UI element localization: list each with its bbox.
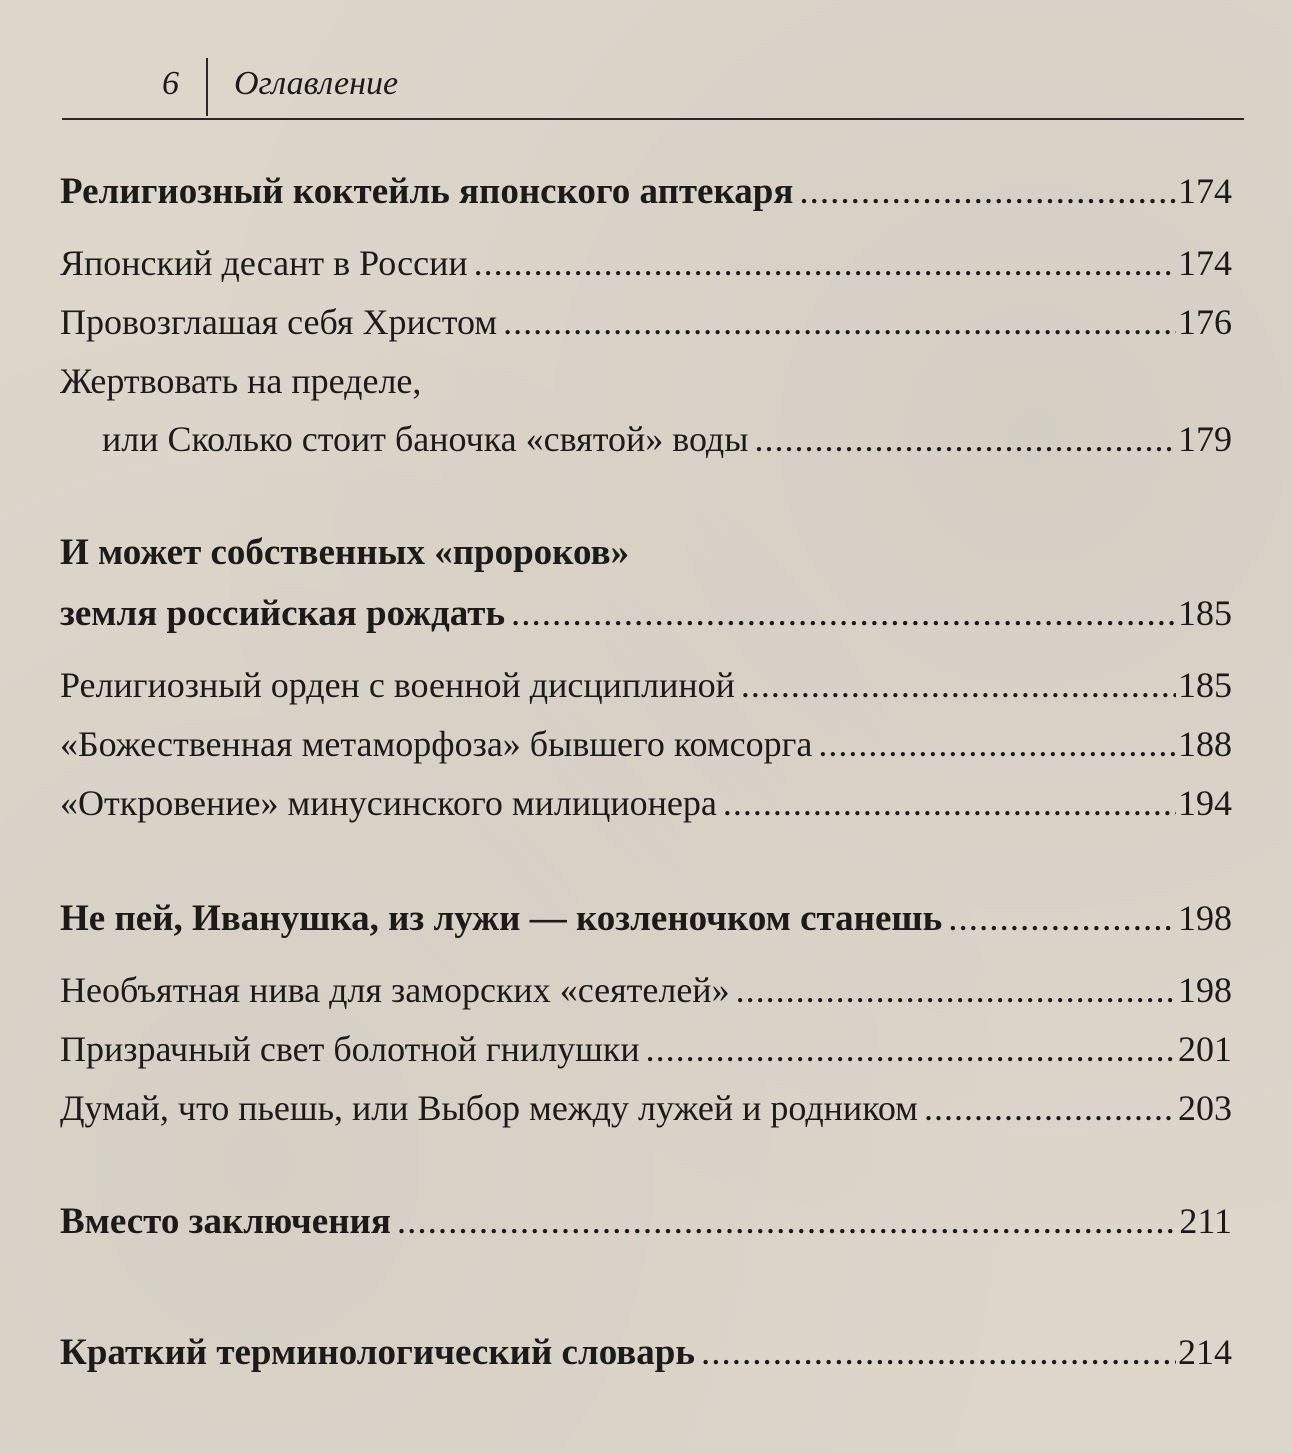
toc-chapter [60,530,1232,576]
toc-section [60,299,1232,345]
toc-entry-title: Провозглашая себя Христом [60,302,498,342]
dot-leader [736,967,1176,1013]
section-title: Оглавление [234,65,399,102]
toc-entry-title: Призрачный свет болотной гнилушки [60,1029,640,1069]
toc-section [60,1026,1232,1072]
toc-entry-page: 185 [1178,665,1232,705]
toc-entry-page: 188 [1178,724,1232,764]
toc-entry-page: 201 [1178,1029,1232,1069]
toc-entry-title: Жертвовать на пределе, [60,361,422,401]
toc-entry-title: Не пей, Иванушка, из лужи — козленочком станешь [60,898,943,939]
toc-chapter [60,168,1232,215]
toc-chapter [60,1198,1232,1245]
toc-chapter-continuation [60,590,1232,637]
toc-section-continuation [102,416,1232,462]
toc-entry-page: 203 [1178,1088,1232,1128]
dot-leader [818,721,1176,767]
toc-entry-page: 174 [1178,171,1232,211]
toc-entry-title: Думай, что пьешь, или Выбор между лужей и родником [60,1088,918,1128]
toc-entry-page: 211 [1179,1201,1232,1241]
toc-entry-title: или Сколько стоит баночка «святой» воды [102,419,749,459]
toc-entry-title: «Божественная метаморфоза» бывшего комсорга [60,724,813,764]
toc-chapter [60,895,1232,942]
toc-entry-title: Японский десант в России [60,243,468,283]
dot-leader [701,1330,1176,1376]
toc-entry-title: «Откровение» минусинского милиционера [60,783,717,823]
dot-leader [646,1026,1176,1072]
toc-entry-page: 214 [1178,1332,1232,1372]
toc-chapter [60,1329,1232,1376]
dot-leader [754,416,1176,462]
dot-leader [948,896,1176,942]
dot-leader [799,169,1176,215]
toc-section [60,358,1232,404]
toc-entry-title: Религиозный орден с военной дисциплиной [60,665,735,705]
page-number: 6 [162,65,179,102]
dot-leader [474,240,1176,286]
toc-entry-title: И может собственных «пророков» [60,532,630,573]
toc-entry-title: Религиозный коктейль японского аптекаря [60,171,794,212]
dot-leader [503,299,1176,345]
toc-section [60,662,1232,708]
dot-leader [397,1199,1177,1245]
toc-entry-page: 194 [1178,783,1232,823]
dot-leader [723,780,1176,826]
dot-leader [924,1085,1176,1131]
dot-leader [511,591,1176,637]
toc-entry-page: 174 [1178,243,1232,283]
toc-entry-page: 176 [1178,302,1232,342]
toc-entry-title: Краткий терминологический словарь [60,1332,695,1373]
toc-section [60,721,1232,767]
toc-entry-title: Необъятная нива для заморских «сеятелей» [60,970,730,1010]
toc-entry-page: 198 [1178,970,1232,1010]
toc-section [60,780,1232,826]
toc-section [60,240,1232,286]
toc-entry-page: 179 [1178,419,1232,459]
toc-section [60,1085,1232,1131]
toc-entry-page: 185 [1178,593,1232,633]
dot-leader [741,662,1176,708]
toc-entry-title: Вместо заключения [60,1201,391,1242]
toc-section [60,967,1232,1013]
toc-entry-page: 198 [1178,898,1232,938]
toc-entry-title: земля российская рождать [60,593,506,634]
